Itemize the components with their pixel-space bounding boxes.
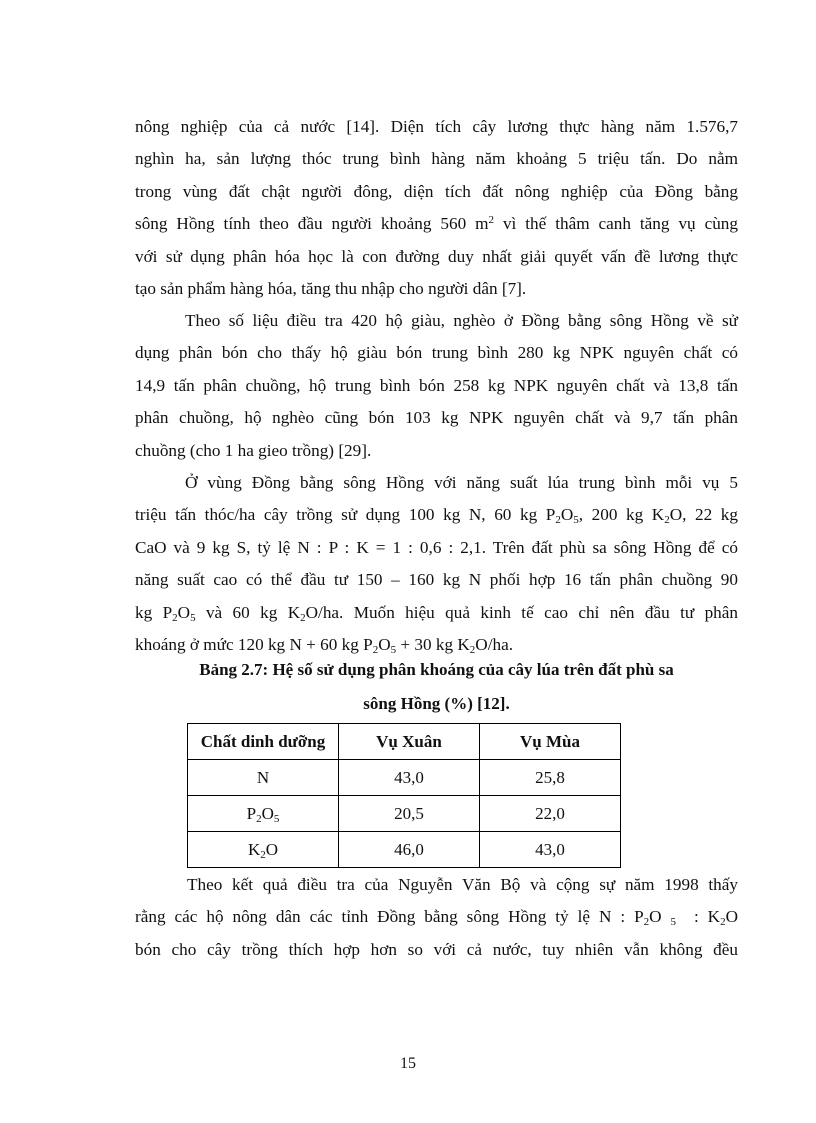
text-span: P bbox=[246, 803, 257, 823]
text-span: : K bbox=[693, 907, 721, 927]
text-span: O bbox=[261, 803, 274, 823]
subscript: 2 bbox=[555, 514, 561, 527]
text-line: 14,9 tấn phân chuồng, hộ trung bình bón 258 kg NPK nguyên chất và 13,8 tấn bbox=[135, 375, 738, 395]
text-span: O bbox=[649, 907, 662, 927]
table-row bbox=[188, 796, 621, 832]
text-line: bón cho cây trồng thích hợp hơn so với cả nước, tuy nhiên vẫn không đều bbox=[135, 939, 738, 959]
value-cell: 43,0 bbox=[480, 832, 621, 868]
subscript: 5 bbox=[573, 514, 579, 527]
text-line: CaO và 9 kg S, tỷ lệ N : P : K = 1 : 0,6 : 2,1. Trên đất phù sa sông Hồng để có bbox=[135, 537, 738, 557]
text-span: O/ha. Muốn hiệu quả kinh tế cao chỉ nên đầu tư phân bbox=[305, 602, 738, 622]
text-span: và 60 kg K bbox=[195, 602, 301, 622]
text-line: năng suất cao có thể đầu tư 150 – 160 kg N phối hợp 16 tấn phân chuồng 90 bbox=[135, 570, 738, 590]
column-header: Chất dinh dưỡng bbox=[188, 724, 339, 760]
page-number: 15 bbox=[400, 1055, 416, 1072]
subscript: 2 bbox=[372, 643, 379, 656]
text-span: vì thế thâm canh tăng vụ cùng bbox=[494, 214, 738, 234]
text-line: phân chuồng, hộ nghèo cũng bón 103 kg NPK nguyên chất và 9,7 tấn phân bbox=[135, 408, 738, 428]
text-line bbox=[135, 629, 738, 661]
text-span: sông Hồng tính theo đầu người khoảng 560 m bbox=[135, 214, 489, 234]
column-header: Vụ Xuân bbox=[339, 724, 480, 760]
subscript: 2 bbox=[172, 611, 178, 624]
text-line: nông nghiệp của cả nước [14]. Diện tích cây lương thực hàng năm 1.576,7 bbox=[135, 117, 738, 136]
text-line: nghìn ha, sản lượng thóc trung bình hàng năm khoảng 5 triệu tấn. Do nằm bbox=[135, 149, 738, 169]
table-caption-line-2: sông Hồng (%) [12]. bbox=[363, 694, 510, 713]
text-line: với sử dụng phân hóa học là con đường duy nhất giải quyết vấn đề lương thực bbox=[135, 246, 738, 266]
text-line: Theo kết quả điều tra của Nguyễn Văn Bộ và cộng sự năm 1998 thấy bbox=[187, 875, 738, 894]
text-line bbox=[135, 499, 738, 531]
superscript: 2 bbox=[488, 214, 494, 227]
table-row bbox=[188, 832, 621, 868]
subscript: 2 bbox=[643, 916, 650, 929]
paragraph-3 bbox=[135, 467, 738, 661]
value-cell: 20,5 bbox=[339, 796, 480, 832]
value-cell: 43,0 bbox=[339, 760, 480, 796]
text-span: rằng các hộ nông dân các tỉnh Đồng bằng sông Hồng tỷ lệ N : P bbox=[135, 907, 644, 927]
text-span: O, 22 kg bbox=[669, 505, 738, 525]
text-span: O bbox=[265, 839, 279, 859]
text-line bbox=[135, 208, 738, 240]
text-span: O bbox=[378, 634, 391, 654]
text-span: O/ha. bbox=[475, 634, 513, 654]
text-line: dụng phân bón cho thấy hộ giàu bón trung bình 280 kg NPK nguyên chất có bbox=[135, 343, 738, 363]
nutrient-cell: N bbox=[188, 760, 339, 796]
text-line bbox=[135, 597, 738, 629]
text-line: trong vùng đất chật người đông, diện tích đất nông nghiệp của Đồng bằng bbox=[135, 181, 738, 201]
nutrient-cell bbox=[188, 796, 339, 832]
subscript: 5 bbox=[190, 611, 196, 624]
text-span: K bbox=[247, 839, 261, 859]
table-caption: Bảng 2.7: Hệ số sử dụng phân khoáng của cây lúa trên đất phù sa bbox=[199, 660, 674, 679]
subscript: 2 bbox=[300, 611, 306, 624]
value-cell: 22,0 bbox=[480, 796, 621, 832]
text-line: Ở vùng Đồng bằng sông Hồng với năng suất lúa trung bình mỗi vụ 5 bbox=[185, 473, 738, 492]
subscript: 2 bbox=[256, 812, 262, 825]
column-header: Vụ Mùa bbox=[480, 724, 621, 760]
subscript: 5 bbox=[273, 812, 280, 825]
text-span: O bbox=[177, 602, 191, 622]
subscript: 5 bbox=[670, 916, 677, 929]
text-span: O bbox=[725, 907, 739, 927]
text-span: , 200 kg K bbox=[578, 505, 665, 525]
subscript: 2 bbox=[664, 514, 670, 527]
nutrient-cell bbox=[188, 832, 339, 868]
value-cell: 46,0 bbox=[339, 832, 480, 868]
paragraph-1 bbox=[135, 111, 738, 305]
table-row bbox=[188, 760, 621, 796]
text-line bbox=[135, 901, 738, 933]
paragraph-2 bbox=[135, 305, 738, 467]
subscript: 5 bbox=[390, 643, 397, 656]
subscript: 2 bbox=[720, 916, 726, 929]
text-line: Theo số liệu điều tra 420 hộ giàu, nghèo ở Đồng bằng sông Hồng về sử bbox=[185, 311, 738, 330]
table-header-row bbox=[188, 724, 621, 760]
text-span: O bbox=[560, 505, 574, 525]
subscript: 2 bbox=[469, 643, 476, 656]
subscript: 2 bbox=[260, 848, 266, 861]
value-cell: 25,8 bbox=[480, 760, 621, 796]
text-span: triệu tấn thóc/ha cây trồng sử dụng 100 kg N, 60 kg P bbox=[135, 505, 556, 525]
text-span: kg P bbox=[135, 602, 173, 622]
text-span: khoáng ở mức 120 kg N + 60 kg P bbox=[135, 634, 373, 654]
nutrient-table bbox=[187, 723, 621, 868]
text-line: tạo sản phẩm hàng hóa, tăng thu nhập cho người dân [7]. bbox=[135, 278, 527, 298]
paragraph-4 bbox=[135, 869, 738, 966]
text-line: chuồng (cho 1 ha gieo trồng) [29]. bbox=[135, 440, 372, 460]
text-span: + 30 kg K bbox=[396, 634, 470, 654]
